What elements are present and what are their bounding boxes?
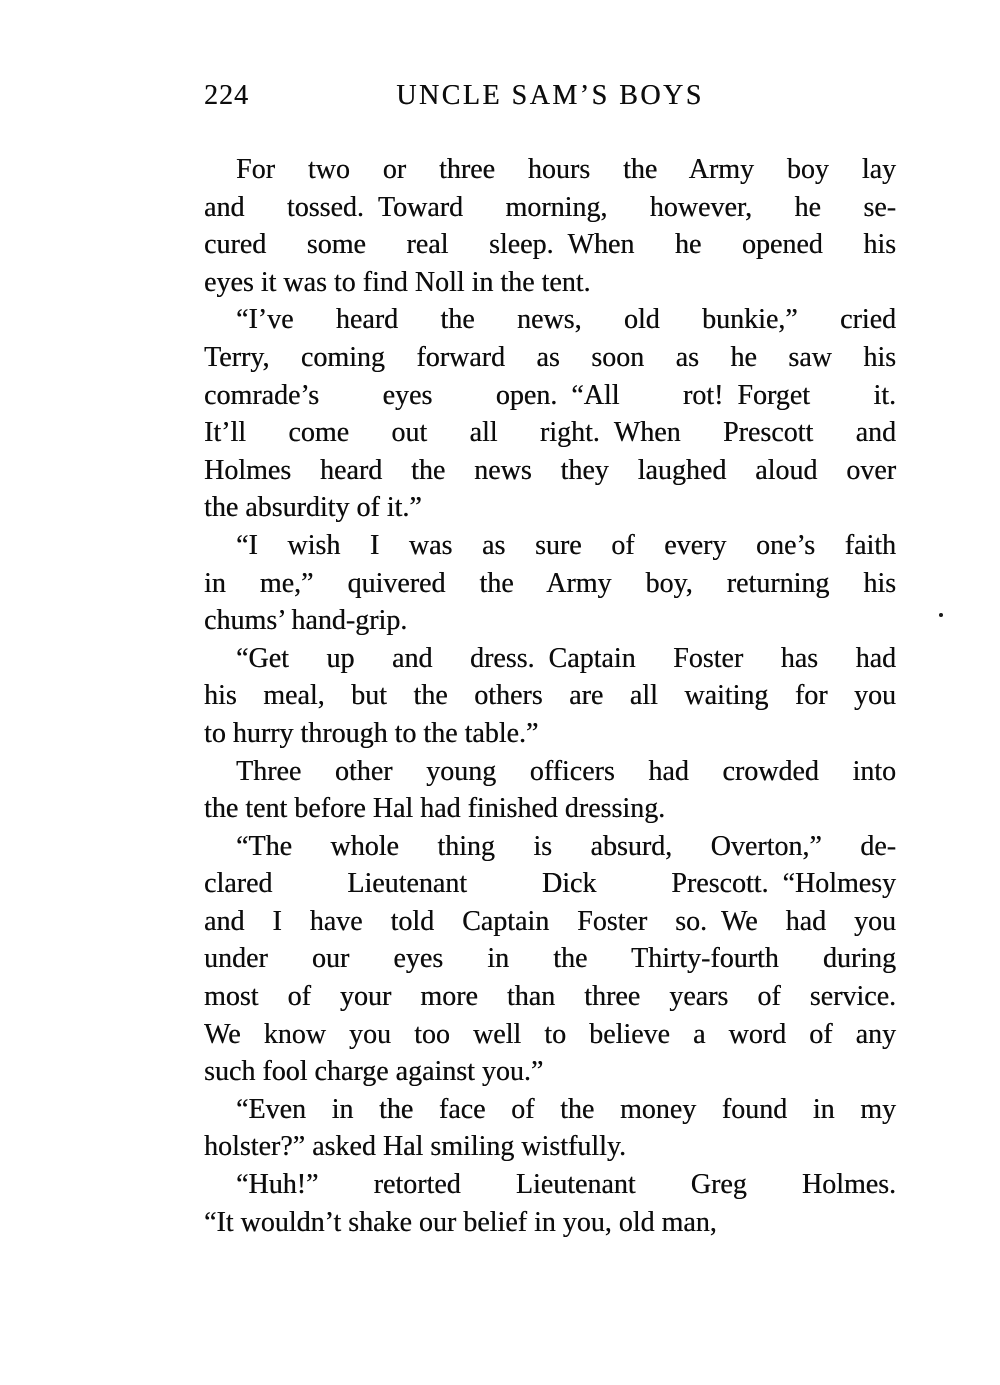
text-line: It’ll come out all right. When Prescott and <box>204 417 896 449</box>
text-line: and I have told Captain Foster so. We had you <box>204 905 896 937</box>
paragraph <box>204 828 896 1091</box>
paragraph <box>204 753 896 828</box>
paragraph <box>204 1166 896 1241</box>
paragraph <box>204 640 896 753</box>
text-line: such fool charge against you.” <box>204 1056 544 1088</box>
text-line: “Get up and dress. Captain Foster has had <box>236 642 896 674</box>
text-line: clared Lieutenant Dick Prescott. “Holmesy <box>204 868 896 900</box>
text-line: most of your more than three years of service. <box>204 981 896 1013</box>
paragraph <box>204 1091 896 1166</box>
page-number: 224 <box>204 80 249 111</box>
text-line: eyes it was to find Noll in the tent. <box>204 266 591 298</box>
text-line: Three other young officers had crowded into <box>236 755 896 787</box>
text-line: “Even in the face of the money found in my <box>236 1093 896 1125</box>
paragraph <box>204 301 896 527</box>
text-line: cured some real sleep. When he opened his <box>204 229 896 261</box>
text-line: Terry, coming forward as soon as he saw his <box>204 341 896 373</box>
text-line: the tent before Hal had finished dressing. <box>204 793 666 825</box>
text-line: comrade’s eyes open. “All rot! Forget it. <box>204 379 896 411</box>
paragraph <box>204 527 896 640</box>
text-line: in me,” quivered the Army boy, returning his <box>204 567 896 599</box>
text-line: “It wouldn’t shake our belief in you, old man, <box>204 1206 717 1238</box>
text-line: under our eyes in the Thirty-fourth during <box>204 943 896 975</box>
text-line: holster?” asked Hal smiling wistfully. <box>204 1131 626 1163</box>
running-head: UNCLE SAM’S BOYS <box>396 80 704 111</box>
text-line: chums’ hand-grip. <box>204 605 408 637</box>
text-line: We know you too well to believe a word of any <box>204 1018 896 1050</box>
paragraph <box>204 151 896 301</box>
page-header <box>204 80 896 116</box>
text-line: to hurry through to the table.” <box>204 717 539 749</box>
text-line: “I’ve heard the news, old bunkie,” cried <box>236 304 896 336</box>
text-line: the absurdity of it.” <box>204 492 422 524</box>
text-line: and tossed. Toward morning, however, he se- <box>204 191 896 223</box>
text-line: “Huh!” retorted Lieutenant Greg Holmes. <box>236 1169 896 1201</box>
page-body <box>204 151 896 1241</box>
scan-speck <box>939 613 943 617</box>
text-line: For two or three hours the Army boy lay <box>236 154 896 185</box>
text-line: his meal, but the others are all waiting for you <box>204 680 896 712</box>
text-line: Holmes heard the news they laughed aloud over <box>204 454 896 486</box>
text-line: “I wish I was as sure of every one’s faith <box>236 529 896 561</box>
text-line: “The whole thing is absurd, Overton,” de- <box>236 830 896 862</box>
